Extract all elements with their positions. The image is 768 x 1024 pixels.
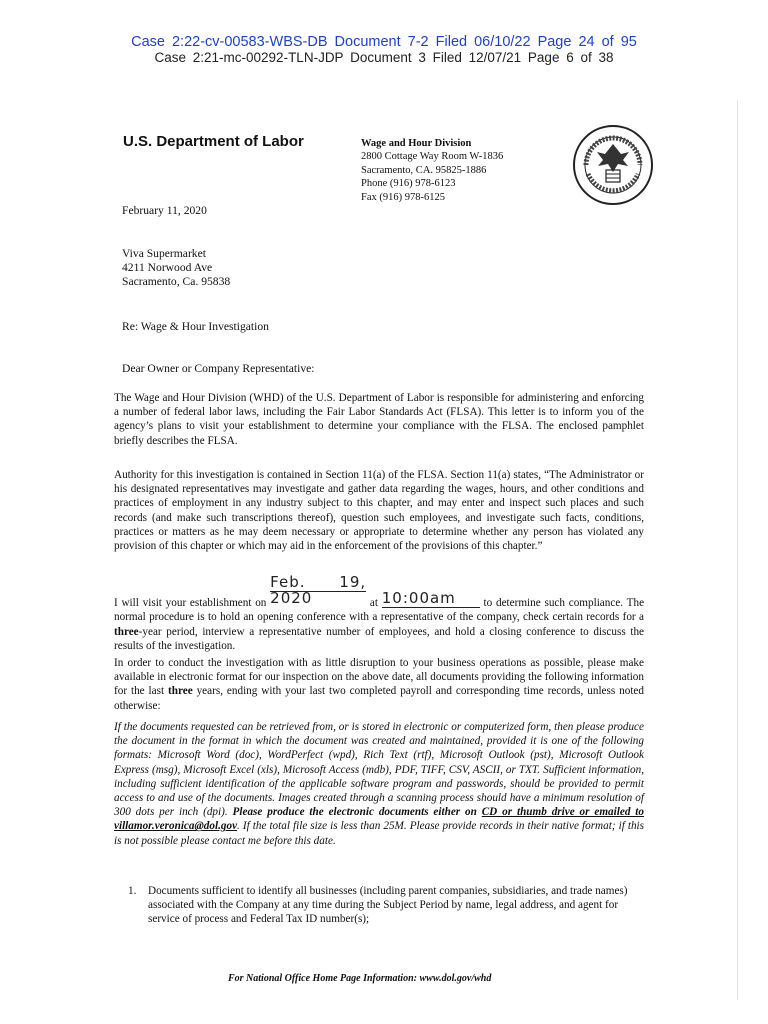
- records-request-text: In order to conduct the investigation with as little disruption to your business operations as possible, please make available in electronic format for our inspection on the above date, all documents providing the following information for the last: [114, 657, 644, 698]
- visit-text: I will visit your establishment on: [114, 597, 267, 610]
- visit-time-field: [381, 589, 480, 608]
- dol-seal-icon: [572, 124, 654, 206]
- visit-text-end: to determine such compliance.: [483, 597, 624, 610]
- list-item: [128, 884, 638, 927]
- list-item-text: Documents sufficient to identify all businesses (including parent companies, subsidiaries, and trade names) associated with the Company at any time during the Subject Period by name, legal address, and agent for service of process and Federal Tax ID number(s);: [148, 885, 628, 926]
- visit-procedure-text: The normal procedure is to hold an opening conference with a representative of the company, check certain records for a: [114, 597, 645, 624]
- subject-line: Re: Wage & Hour Investigation: [122, 320, 269, 333]
- department-name: U.S. Department of Labor: [123, 133, 304, 150]
- email-link[interactable]: CD or thumb drive or emailed to villamor.veronica@dol.gov: [114, 806, 644, 833]
- recipient-city: Sacramento, Ca. 95838: [122, 275, 231, 288]
- produce-electronic-bold: Please produce the electronic documents either on: [232, 806, 482, 819]
- phone-line: Phone (916) 978-6123: [361, 178, 456, 190]
- visit-date-handwritten: Feb. 19, 2020: [270, 573, 367, 608]
- three-years-bold: three: [168, 685, 193, 698]
- letterhead-address: [361, 137, 503, 204]
- paragraph-visit: [114, 573, 645, 653]
- footer-info: For National Office Home Page Information: www.dol.gov/whd: [228, 973, 492, 984]
- paragraph-electronic-format: [114, 720, 644, 848]
- address-line: Sacramento, CA. 95825-1886: [361, 164, 487, 176]
- scan-edge-line: [737, 100, 738, 1000]
- case-header-primary: Case 2:22-cv-00583-WBS-DB Document 7-2 Filed 06/10/22 Page 24 of 95: [131, 34, 637, 50]
- electronic-format-text: If the documents requested can be retrieved from, or is stored in electronic or computerized form, then please produce the document in the format in which the document was created and maintained, provided it is one of the following formats: Microsoft Word (doc), WordPerfect (wpd), Rich Text (rtf), Microsoft Outlook (pst), Microsoft Outlook Express (msg), Microsoft Excel (xls), Microsoft Access (mdb), PDF, TIFF, CSV, ASCII, or TXT. Sufficient information, including sufficient identification of the applicable software program and passwords, should be provided to permit access to and use of the documents. Images created through a scanning process should have a minimum resolution of 300 dots per inch (dpi).: [114, 721, 644, 819]
- case-header-secondary: Case 2:21-mc-00292-TLN-JDP Document 3 Filed 12/07/21 Page 6 of 38: [154, 50, 614, 65]
- salutation: Dear Owner or Company Representative:: [122, 362, 315, 375]
- records-request-text-end: years, ending with your last two completed payroll and corresponding time records, unless noted otherwise:: [114, 685, 644, 712]
- three-year-bold: three: [114, 625, 139, 638]
- visit-at: at: [369, 597, 378, 610]
- fax-line: Fax (916) 978-6125: [361, 191, 445, 203]
- recipient-name: Viva Supermarket: [122, 247, 206, 260]
- recipient-street: 4211 Norwood Ave: [122, 261, 213, 274]
- division-name: Wage and Hour Division: [361, 138, 472, 149]
- electronic-format-text-end: . If the total file size is less than 25M. Please provide records in their native format; if this is not possible please contact me before this date.: [114, 820, 644, 847]
- visit-date-field: [270, 573, 367, 608]
- list-item-number: 1.: [128, 885, 137, 897]
- recipient-address: [122, 247, 230, 289]
- paragraph-intro: The Wage and Hour Division (WHD) of the U.S. Department of Labor is responsible for administering and enforcing a number of federal labor laws, including the Fair Labor Standards Act (FLSA). This letter is to inform you of the agency’s plans to visit your establishment to determine your compliance with the FLSA. The enclosed pamphlet briefly describes the FLSA.: [114, 392, 644, 447]
- paragraph-records-request: [114, 656, 644, 713]
- visit-procedure-text-end: -year period, interview a representative number of employees, and hold a closing conference to discuss the results of the investigation.: [114, 625, 644, 652]
- paragraph-authority: Authority for this investigation is contained in Section 11(a) of the FLSA. Section 11(a) states, “The Administrator or his designated representatives may investigate and gather data regarding the wages, hours, and other conditions and practices of employment in any industry subject to this chapter, and may enter and inspect such places and such records (and make such transcriptions thereof), question such employees, and investigate such facts, conditions, practices or matters as he may deem necessary or appropriate to determine whether any person has violated any provision of this chapter or which may aid in the enforcement of the provisions of this chapter.”: [114, 469, 644, 553]
- address-line: 2800 Cottage Way Room W-1836: [361, 151, 504, 163]
- visit-time-handwritten: 10:00am: [381, 589, 456, 608]
- letter-date: February 11, 2020: [122, 204, 207, 217]
